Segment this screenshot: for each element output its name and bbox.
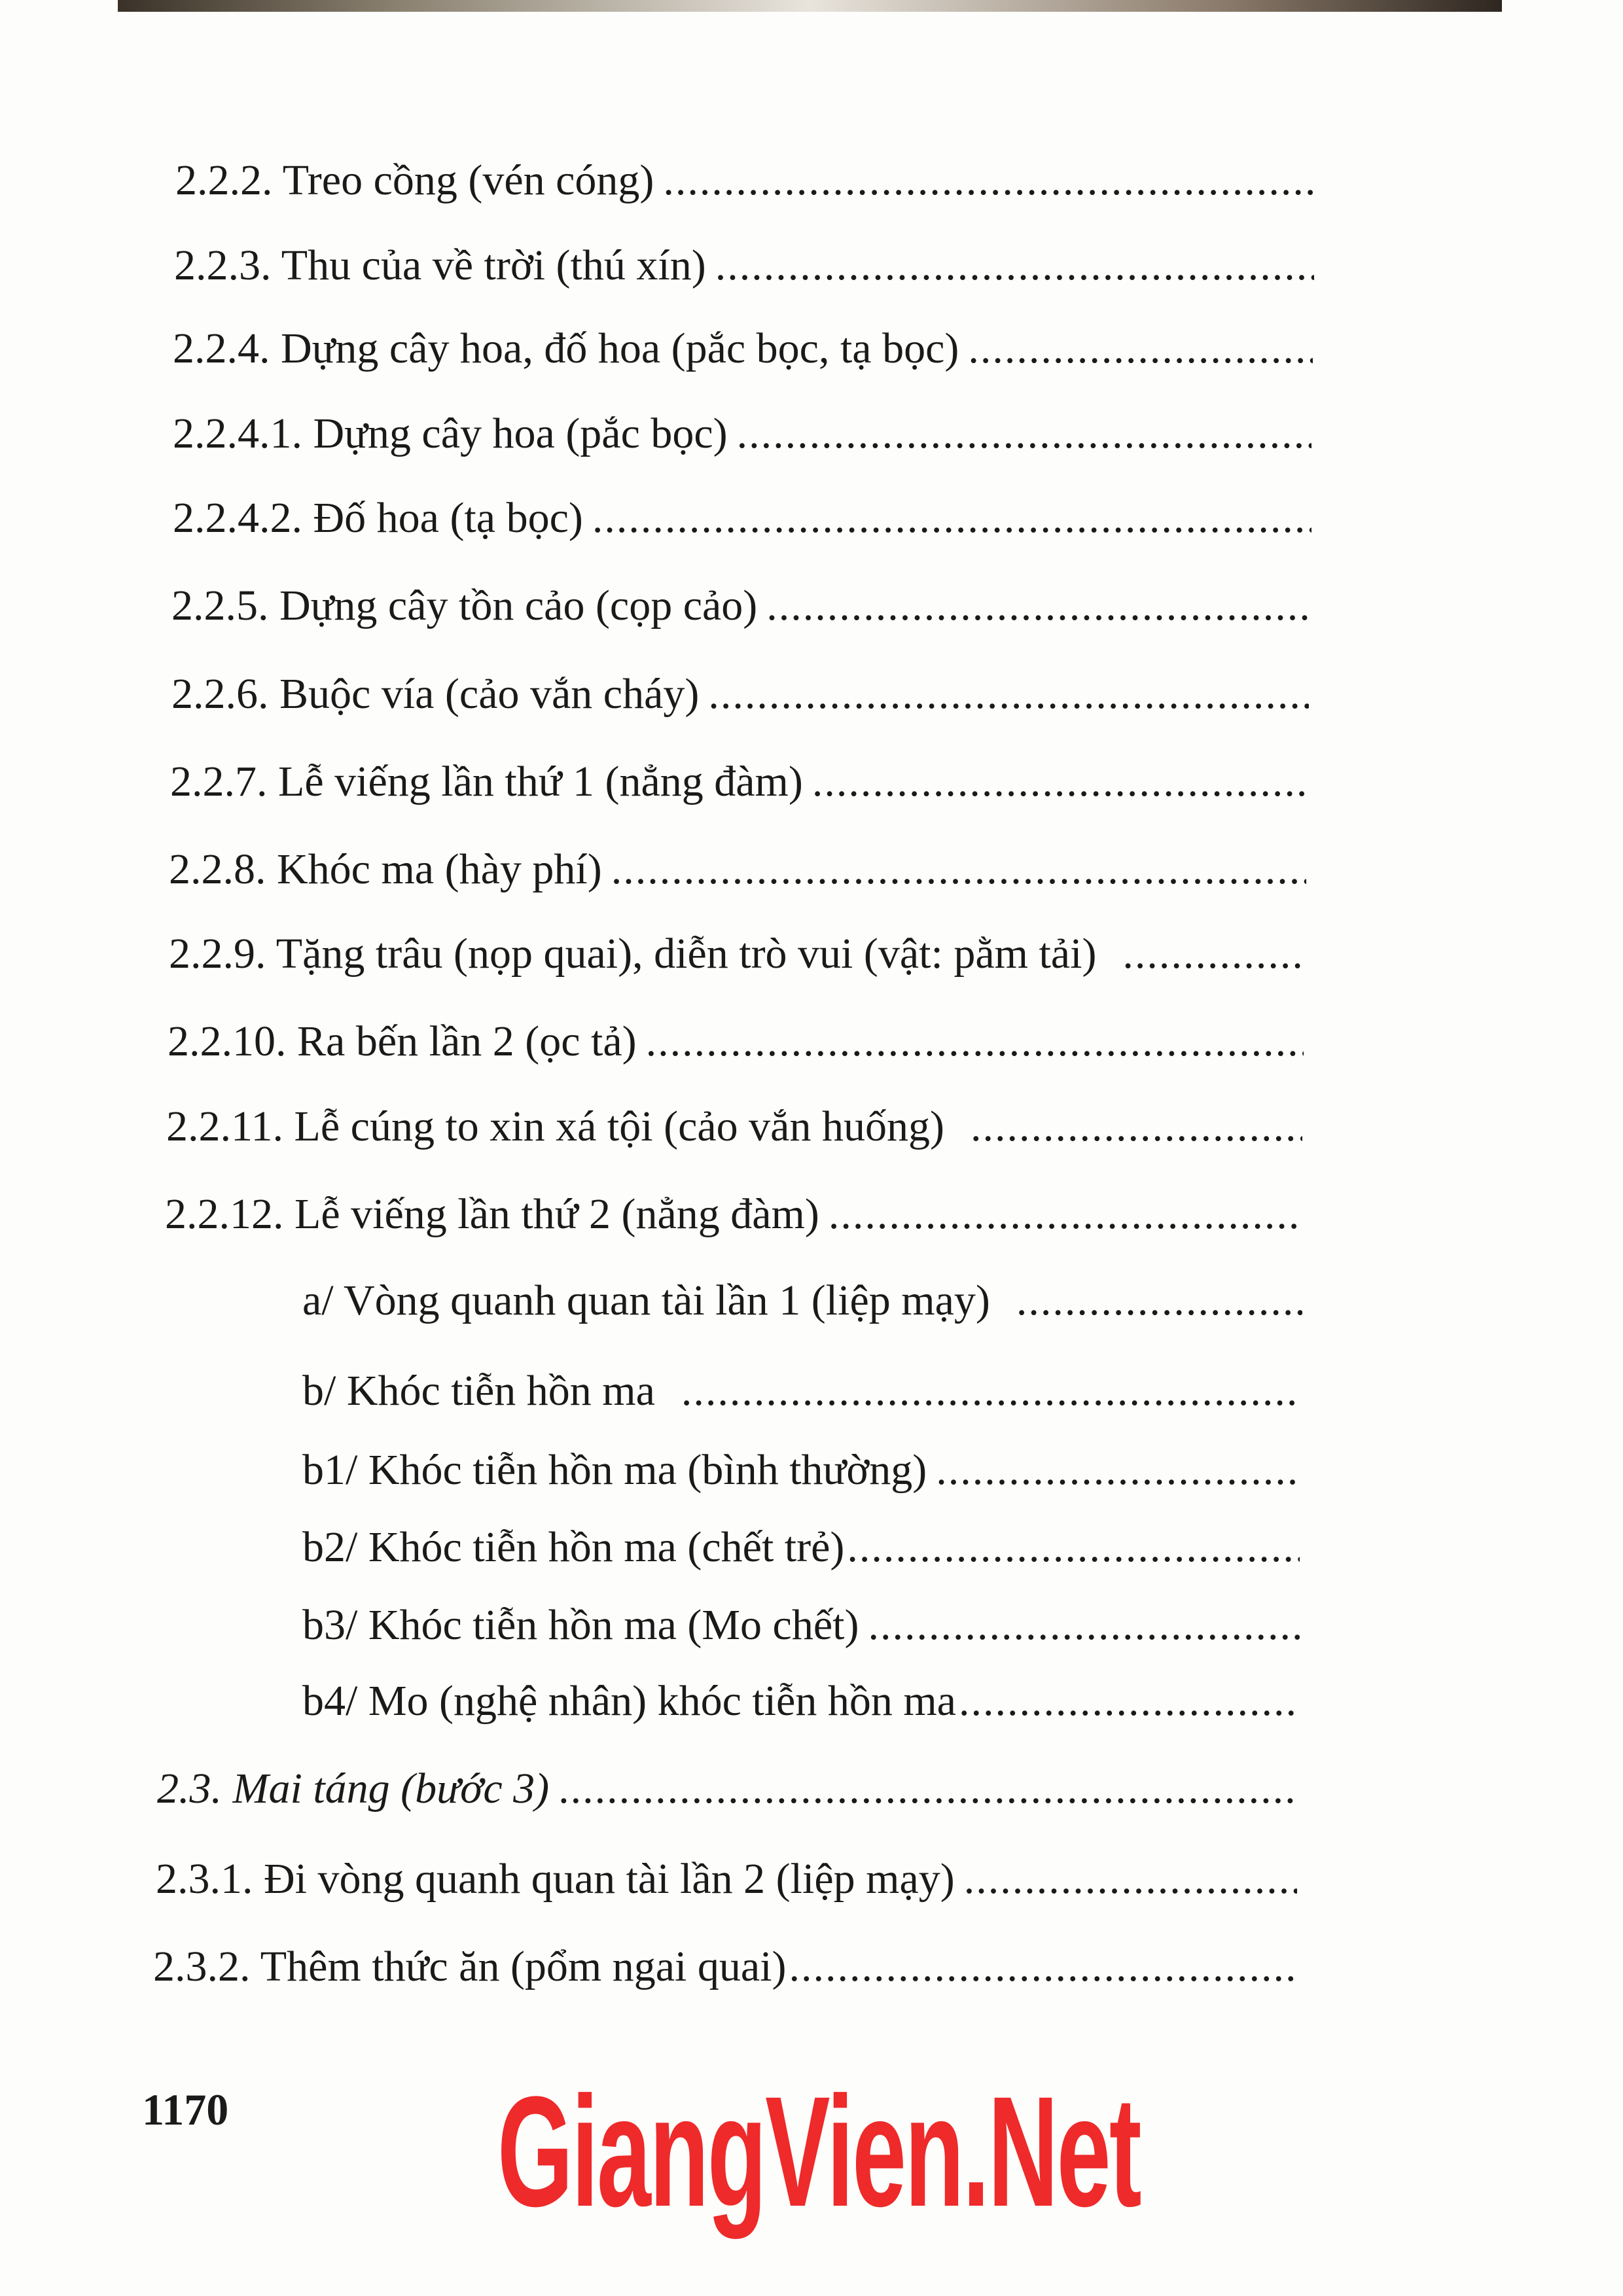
toc-entry-label: 2.2.3. Thu của về trời (thú xín) <box>174 241 706 289</box>
toc-entry-label: 2.2.6. Buộc vía (cảo vắn cháy) <box>171 670 700 718</box>
toc-entry <box>166 1102 1302 1154</box>
toc-entry <box>169 929 1305 981</box>
toc-entry <box>156 1854 1297 1907</box>
dot-leader <box>737 409 1311 459</box>
dot-leader <box>959 1676 1298 1726</box>
toc-entry <box>173 409 1311 461</box>
toc-entry-label: 2.2.11. Lễ cúng to xin xá tội (cảo vắn huống) <box>166 1103 944 1150</box>
dot-leader <box>789 1942 1297 1992</box>
page-top-edge <box>118 0 1502 12</box>
toc-entry <box>165 1190 1302 1242</box>
toc-entry-label: b4/ Mo (nghệ nhân) khóc tiễn hồn ma <box>302 1677 956 1725</box>
toc-entry <box>175 156 1315 208</box>
toc-subentry <box>302 1523 1300 1575</box>
toc-entry <box>171 581 1310 633</box>
dot-leader <box>766 581 1310 631</box>
toc-subentry <box>302 1366 1301 1419</box>
dot-leader <box>1016 1276 1302 1326</box>
toc-subentry <box>302 1600 1300 1653</box>
dot-leader <box>663 156 1315 205</box>
toc-entry <box>173 324 1313 376</box>
dot-leader <box>646 1017 1304 1067</box>
toc-entry <box>153 1942 1297 1994</box>
toc-entry <box>173 493 1311 546</box>
toc-entry-label: 2.2.8. Khóc ma (hày phí) <box>169 845 602 893</box>
toc-entry-label: 2.2.4. Dựng cây hoa, đố hoa (pắc bọc, tạ bọc) <box>173 325 959 372</box>
toc-entry-label: 2.2.7. Lễ viếng lần thứ 1 (nẳng đàm) <box>170 758 803 805</box>
dot-leader <box>968 324 1313 374</box>
toc-entry <box>171 669 1309 722</box>
toc-entry-label: 2.2.9. Tặng trâu (nọp quai), diễn trò vui (vật: pằm tải) <box>169 930 1097 978</box>
dot-leader <box>715 241 1314 291</box>
toc-entry <box>174 241 1314 293</box>
toc-entry-label: 2.3.2. Thêm thức ăn (pổm ngai quai) <box>153 1943 787 1990</box>
toc-entry-label: 2.2.4.1. Dựng cây hoa (pắc bọc) <box>173 410 728 457</box>
dot-leader <box>847 1523 1300 1572</box>
dot-leader <box>558 1764 1297 1814</box>
toc-entry-label: 2.2.4.2. Đố hoa (tạ bọc) <box>173 494 583 542</box>
toc-entry-label: 2.3.1. Đi vòng quanh quan tài lần 2 (liệp mạy) <box>156 1855 955 1903</box>
toc-entry-label: 2.3. Mai táng (bước 3) <box>157 1765 550 1812</box>
watermark-logo: GiangVien.Net <box>497 2064 1141 2239</box>
dot-leader <box>868 1600 1300 1650</box>
dot-leader <box>971 1102 1302 1152</box>
toc-section <box>157 1764 1297 1816</box>
dot-leader <box>681 1366 1301 1416</box>
page-number: 1170 <box>142 2085 229 2134</box>
dot-leader <box>611 845 1306 894</box>
dot-leader <box>964 1854 1297 1904</box>
dot-leader <box>829 1190 1302 1239</box>
toc-entry-label: 2.2.5. Dựng cây tồn cảo (cọp cảo) <box>171 582 758 629</box>
dot-leader <box>708 669 1309 719</box>
toc-subentry <box>302 1276 1302 1328</box>
dot-leader <box>1122 929 1305 979</box>
toc-entry-label: b/ Khóc tiễn hồn ma <box>302 1367 655 1415</box>
toc-entry-label: b1/ Khóc tiễn hồn ma (bình thường) <box>302 1446 927 1494</box>
toc-entry <box>168 1017 1304 1069</box>
toc-entry-label: 2.2.12. Lễ viếng lần thứ 2 (nẳng đàm) <box>165 1190 819 1238</box>
toc-entry-label: b3/ Khóc tiễn hồn ma (Mo chết) <box>302 1601 859 1649</box>
toc-subentry <box>302 1445 1301 1498</box>
toc-entry <box>169 845 1306 897</box>
toc-entry-label: a/ Vòng quanh quan tài lần 1 (liệp mạy) <box>302 1277 990 1324</box>
toc-subentry <box>302 1676 1298 1729</box>
toc-entry <box>170 757 1308 809</box>
dot-leader <box>936 1445 1301 1495</box>
dot-leader <box>812 757 1308 807</box>
toc-entry-label: 2.2.2. Treo cồng (vén cóng) <box>175 156 654 204</box>
toc-entry-label: 2.2.10. Ra bến lần 2 (ọc tả) <box>168 1017 637 1065</box>
dot-leader <box>592 493 1311 543</box>
toc-entry-label: b2/ Khóc tiễn hồn ma (chết trẻ) <box>302 1523 845 1571</box>
